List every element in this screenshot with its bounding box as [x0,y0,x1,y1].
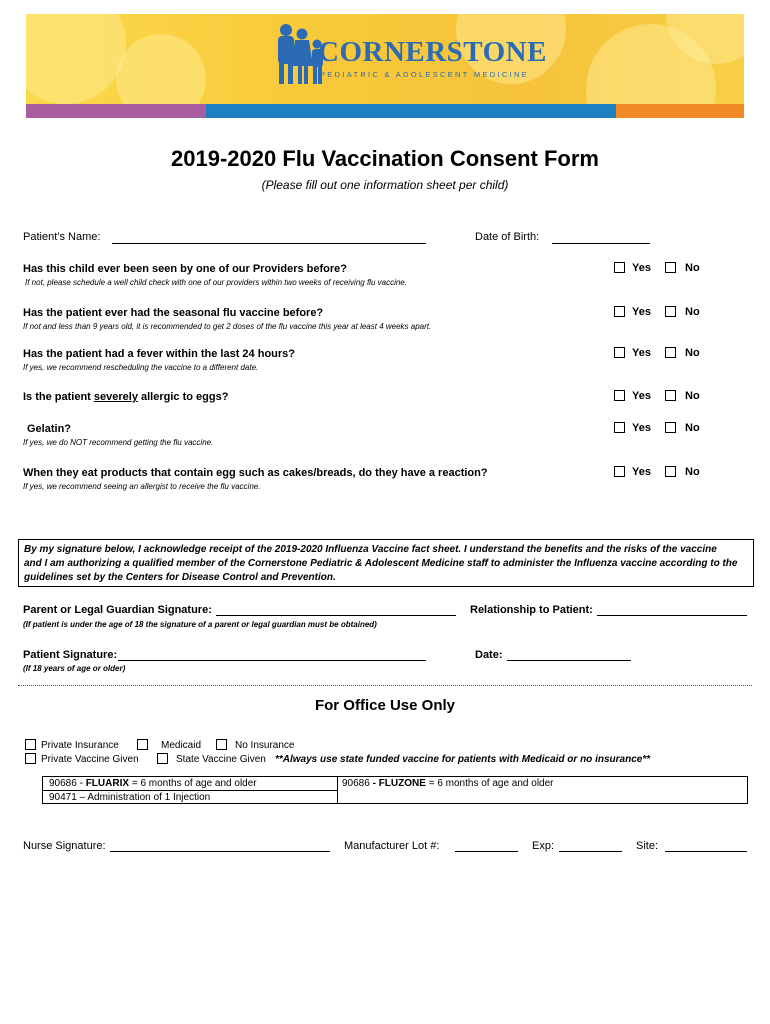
yes-checkbox[interactable] [614,422,625,433]
banner-bubble [26,14,126,104]
date-field[interactable] [507,660,631,661]
yes-checkbox[interactable] [614,306,625,317]
private-vaccine-label: Private Vaccine Given [41,754,139,765]
yes-label: Yes [632,262,651,274]
medicaid-label: Medicaid [161,740,202,751]
orange-stripe [616,104,744,118]
form-subtitle: (Please fill out one information sheet per child) [261,178,509,192]
no-checkbox[interactable] [665,347,676,358]
section-divider [18,685,752,686]
site-label: Site: [636,840,659,852]
patient-name-field[interactable] [112,243,426,244]
no-label: No [685,422,700,434]
yes-label: Yes [632,422,651,434]
question-egg-allergy-emphasis: severely [93,391,138,403]
question-egg-products: When they eat products that contain egg such as cakes/breads, do they have a reaction? [23,467,488,479]
patient-name-label: Patient’s Name: [23,231,101,243]
private-insurance-checkbox[interactable] [25,739,36,750]
no-label: No [685,390,700,402]
vaccine-code-table [42,776,748,804]
no-label: No [685,306,700,318]
consent-line-2: and I am authorizing a qualified member of the Cornerstone Pediatric & Adolescent Medicine staff to administer the Influenza vaccine according to the [24,558,738,569]
fluzone-cell [342,778,554,789]
nurse-signature-label: Nurse Signature: [23,840,106,852]
fluarix-desc: = 6 months of age and older [129,778,257,789]
guardian-signature-field[interactable] [216,615,456,616]
state-vaccine-note: **Always use state funded vaccine for patients with Medicaid or no insurance** [275,754,651,765]
question-prior-flu-vaccine-note: If not and less than 9 years old, it is recommended to get 2 doses of the flu vaccine this year at least 4 weeks apart. [23,322,432,331]
question-gelatin: Gelatin? [27,423,72,435]
fluarix-code: 90686 - [49,778,86,789]
blue-stripe [206,104,616,118]
question-gelatin-note: If yes, we do NOT recommend getting the flu vaccine. [23,438,214,447]
yes-checkbox[interactable] [614,347,625,358]
no-checkbox[interactable] [665,262,676,273]
consent-line-3: guidelines set by the Centers for Disease Control and Prevention. [24,572,336,583]
logo-tagline: PEDIATRIC & ADOLESCENT MEDICINE [320,70,529,79]
question-egg-allergy-pre: Is the patient [23,391,94,403]
fluzone-desc: = 6 months of age and older [425,778,554,789]
fluzone-name: - FLUZONE [372,778,426,789]
purple-stripe [26,104,206,118]
banner-bubble [116,34,206,104]
consent-line-1b: Influenza Vaccine fact sheet. I understand the benefits and the risks of the vaccine [325,544,717,555]
no-insurance-checkbox[interactable] [216,739,227,750]
table-divider [43,790,337,791]
yes-label: Yes [632,306,651,318]
date-label: Date: [475,649,503,661]
dob-label: Date of Birth: [475,231,540,243]
state-vaccine-label: State Vaccine Given [176,754,266,765]
no-label: No [685,347,700,359]
no-insurance-label: No Insurance [235,740,295,751]
yes-checkbox[interactable] [614,262,625,273]
fluarix-name: FLUARIX [85,778,130,789]
table-divider [337,777,338,803]
question-egg-allergy-post: allergic to eggs? [137,391,229,403]
yes-label: Yes [632,390,651,402]
exp-label: Exp: [532,840,555,852]
no-checkbox[interactable] [665,422,676,433]
guardian-signature-label: Parent or Legal Guardian Signature: [23,604,212,616]
consent-statement [18,539,754,587]
no-checkbox[interactable] [665,390,676,401]
site-field[interactable] [665,851,747,852]
patient-signature-note: (If 18 years of age or older) [23,664,126,673]
relationship-label: Relationship to Patient: [470,604,593,616]
private-insurance-label: Private Insurance [41,740,119,751]
no-label: No [685,262,700,274]
form-title: 2019-2020 Flu Vaccination Consent Form [171,146,599,171]
admin-cell: 90471 – Administration of 1 Injection [49,792,211,803]
yes-label: Yes [632,347,651,359]
state-vaccine-checkbox[interactable] [157,753,168,764]
fluarix-cell [49,778,257,789]
fluzone-code: 90686 [342,778,373,789]
question-seen-provider: Has this child ever been seen by one of our Providers before? [23,263,347,275]
relationship-field[interactable] [597,615,747,616]
lot-number-field[interactable] [455,851,518,852]
medicaid-checkbox[interactable] [137,739,148,750]
lot-number-label: Manufacturer Lot #: [344,840,440,852]
yes-label: Yes [632,466,651,478]
nurse-signature-field[interactable] [110,851,330,852]
no-checkbox[interactable] [665,306,676,317]
logo-name: CORNERSTONE [318,36,547,68]
exp-field[interactable] [559,851,622,852]
yes-checkbox[interactable] [614,466,625,477]
patient-signature-label: Patient Signature: [23,649,118,661]
question-egg-products-note: If yes, we recommend seeing an allergist to receive the flu vaccine. [23,482,261,491]
yes-checkbox[interactable] [614,390,625,401]
consent-line-1a: By my signature below, I acknowledge receipt of the 2019-2020 [24,544,326,555]
question-fever: Has the patient had a fever within the last 24 hours? [23,348,296,360]
patient-signature-field[interactable] [118,660,426,661]
private-vaccine-checkbox[interactable] [25,753,36,764]
guardian-signature-note: (If patient is under the age of 18 the signature of a parent or legal guardian must be obtained) [23,620,377,629]
question-prior-flu-vaccine: Has the patient ever had the seasonal flu vaccine before? [23,307,324,319]
question-fever-note: If yes, we recommend rescheduling the vaccine to a different date. [23,363,259,372]
question-egg-allergy [23,391,228,403]
office-use-heading: For Office Use Only [314,697,456,714]
no-label: No [685,466,700,478]
dob-field[interactable] [552,243,650,244]
question-seen-provider-note: If not, please schedule a well child check with one of our providers within two weeks of receiving flu vaccine. [25,278,407,287]
no-checkbox[interactable] [665,466,676,477]
